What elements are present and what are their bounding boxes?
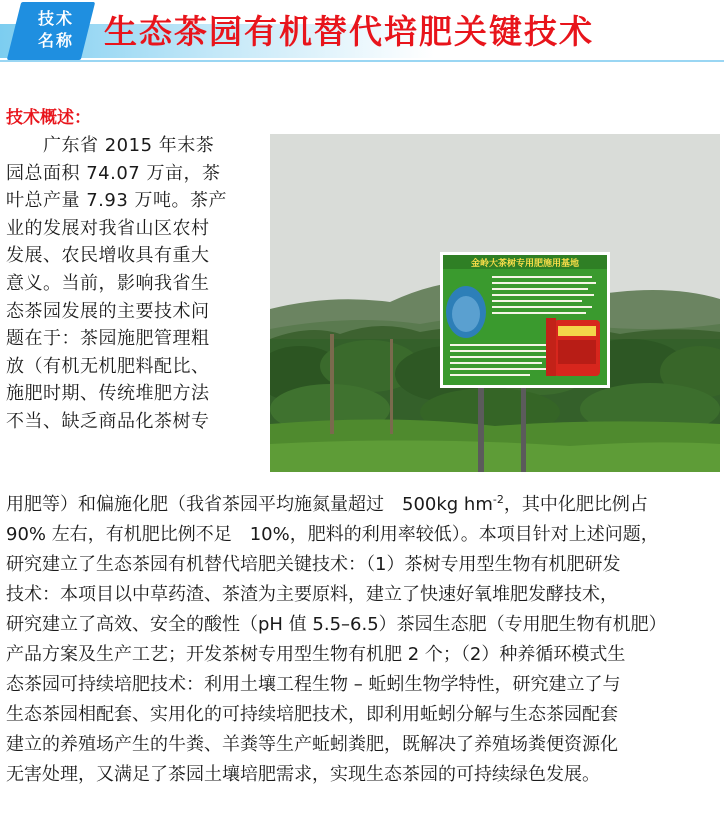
text-line: 题在于：茶园施肥管理粗 — [6, 328, 210, 350]
text-line: 产品方案及生产工艺；开发茶树专用型生物有机肥 2 个；（2）种养循环模式生 — [6, 644, 626, 665]
text-line: 叶总产量 7.93 万吨。茶产 — [6, 190, 228, 212]
category-badge — [8, 2, 94, 60]
text-line: 业的发展对我省山区农村 — [6, 217, 210, 239]
text-line: 态茶园发展的主要技术问 — [6, 300, 210, 322]
text-line: 生态茶园相配套、实用化的可持续培肥技术，即利用蚯蚓分解与生态茶园配套 — [6, 704, 618, 725]
text-line: 研究建立了生态茶园有机替代培肥关键技术：（1）茶树专用型生物有机肥研发 — [6, 554, 621, 575]
intro-paragraph-full — [6, 490, 720, 790]
text-line: 态茶园可持续培肥技术：利用土壤工程生物 – 蚯蚓生物学特性，研究建立了与 — [6, 674, 621, 695]
text-line: 90% 左右，有机肥比例不足 10%，肥料的利用率较低）。本项目针对上述问题， — [6, 524, 659, 545]
text-line: 不当、缺乏商品化茶树专 — [6, 410, 210, 432]
intro-paragraph-column — [6, 132, 264, 436]
badge-line-1: 技术 — [37, 9, 74, 28]
text-line: 园总面积 74.07 万亩，茶 — [6, 162, 221, 184]
tea-garden-photo — [270, 134, 720, 472]
text-line: 发展、农民增收具有重大 — [6, 245, 210, 267]
text-line: 广东省 2015 年末茶 — [6, 135, 215, 156]
text-segment: ，其中化肥比例占 — [503, 494, 648, 515]
photo-illustration — [270, 134, 720, 472]
text-line: 研究建立了高效、安全的酸性（pH 值 5.5–6.5）茶园生态肥（专用肥生物有机肥） — [6, 614, 667, 635]
text-segment: 用肥等）和偏施化肥（我省茶园平均施氮量超过 500kg hm — [6, 494, 493, 515]
text-line: 无害处理，又满足了茶园土壤培肥需求，实现生态茶园的可持续绿色发展。 — [6, 764, 600, 785]
badge-line-2: 名称 — [37, 31, 74, 50]
text-line: 技术：本项目以中草药渣、茶渣为主要原料，建立了快速好氧堆肥发酵技术， — [6, 584, 618, 605]
page-title: 生态茶园有机替代培肥关键技术 — [104, 12, 594, 51]
text-line — [6, 490, 720, 520]
sign-title: 金岭大茶树专用肥施用基地 — [470, 259, 580, 269]
text-line: 建立的养殖场产生的牛粪、羊粪等生产蚯蚓粪肥，既解决了养殖场粪便资源化 — [6, 734, 618, 755]
document-header — [0, 0, 724, 64]
text-line: 意义。当前，影响我省生 — [6, 272, 210, 294]
header-rule — [0, 60, 724, 62]
exponent: -2 — [492, 493, 504, 506]
section-heading: 技术概述： — [6, 108, 91, 128]
text-line: 放（有机无机肥料配比、 — [6, 355, 210, 377]
text-line: 施肥时期、传统堆肥方法 — [6, 383, 210, 405]
badge-label — [24, 8, 88, 52]
